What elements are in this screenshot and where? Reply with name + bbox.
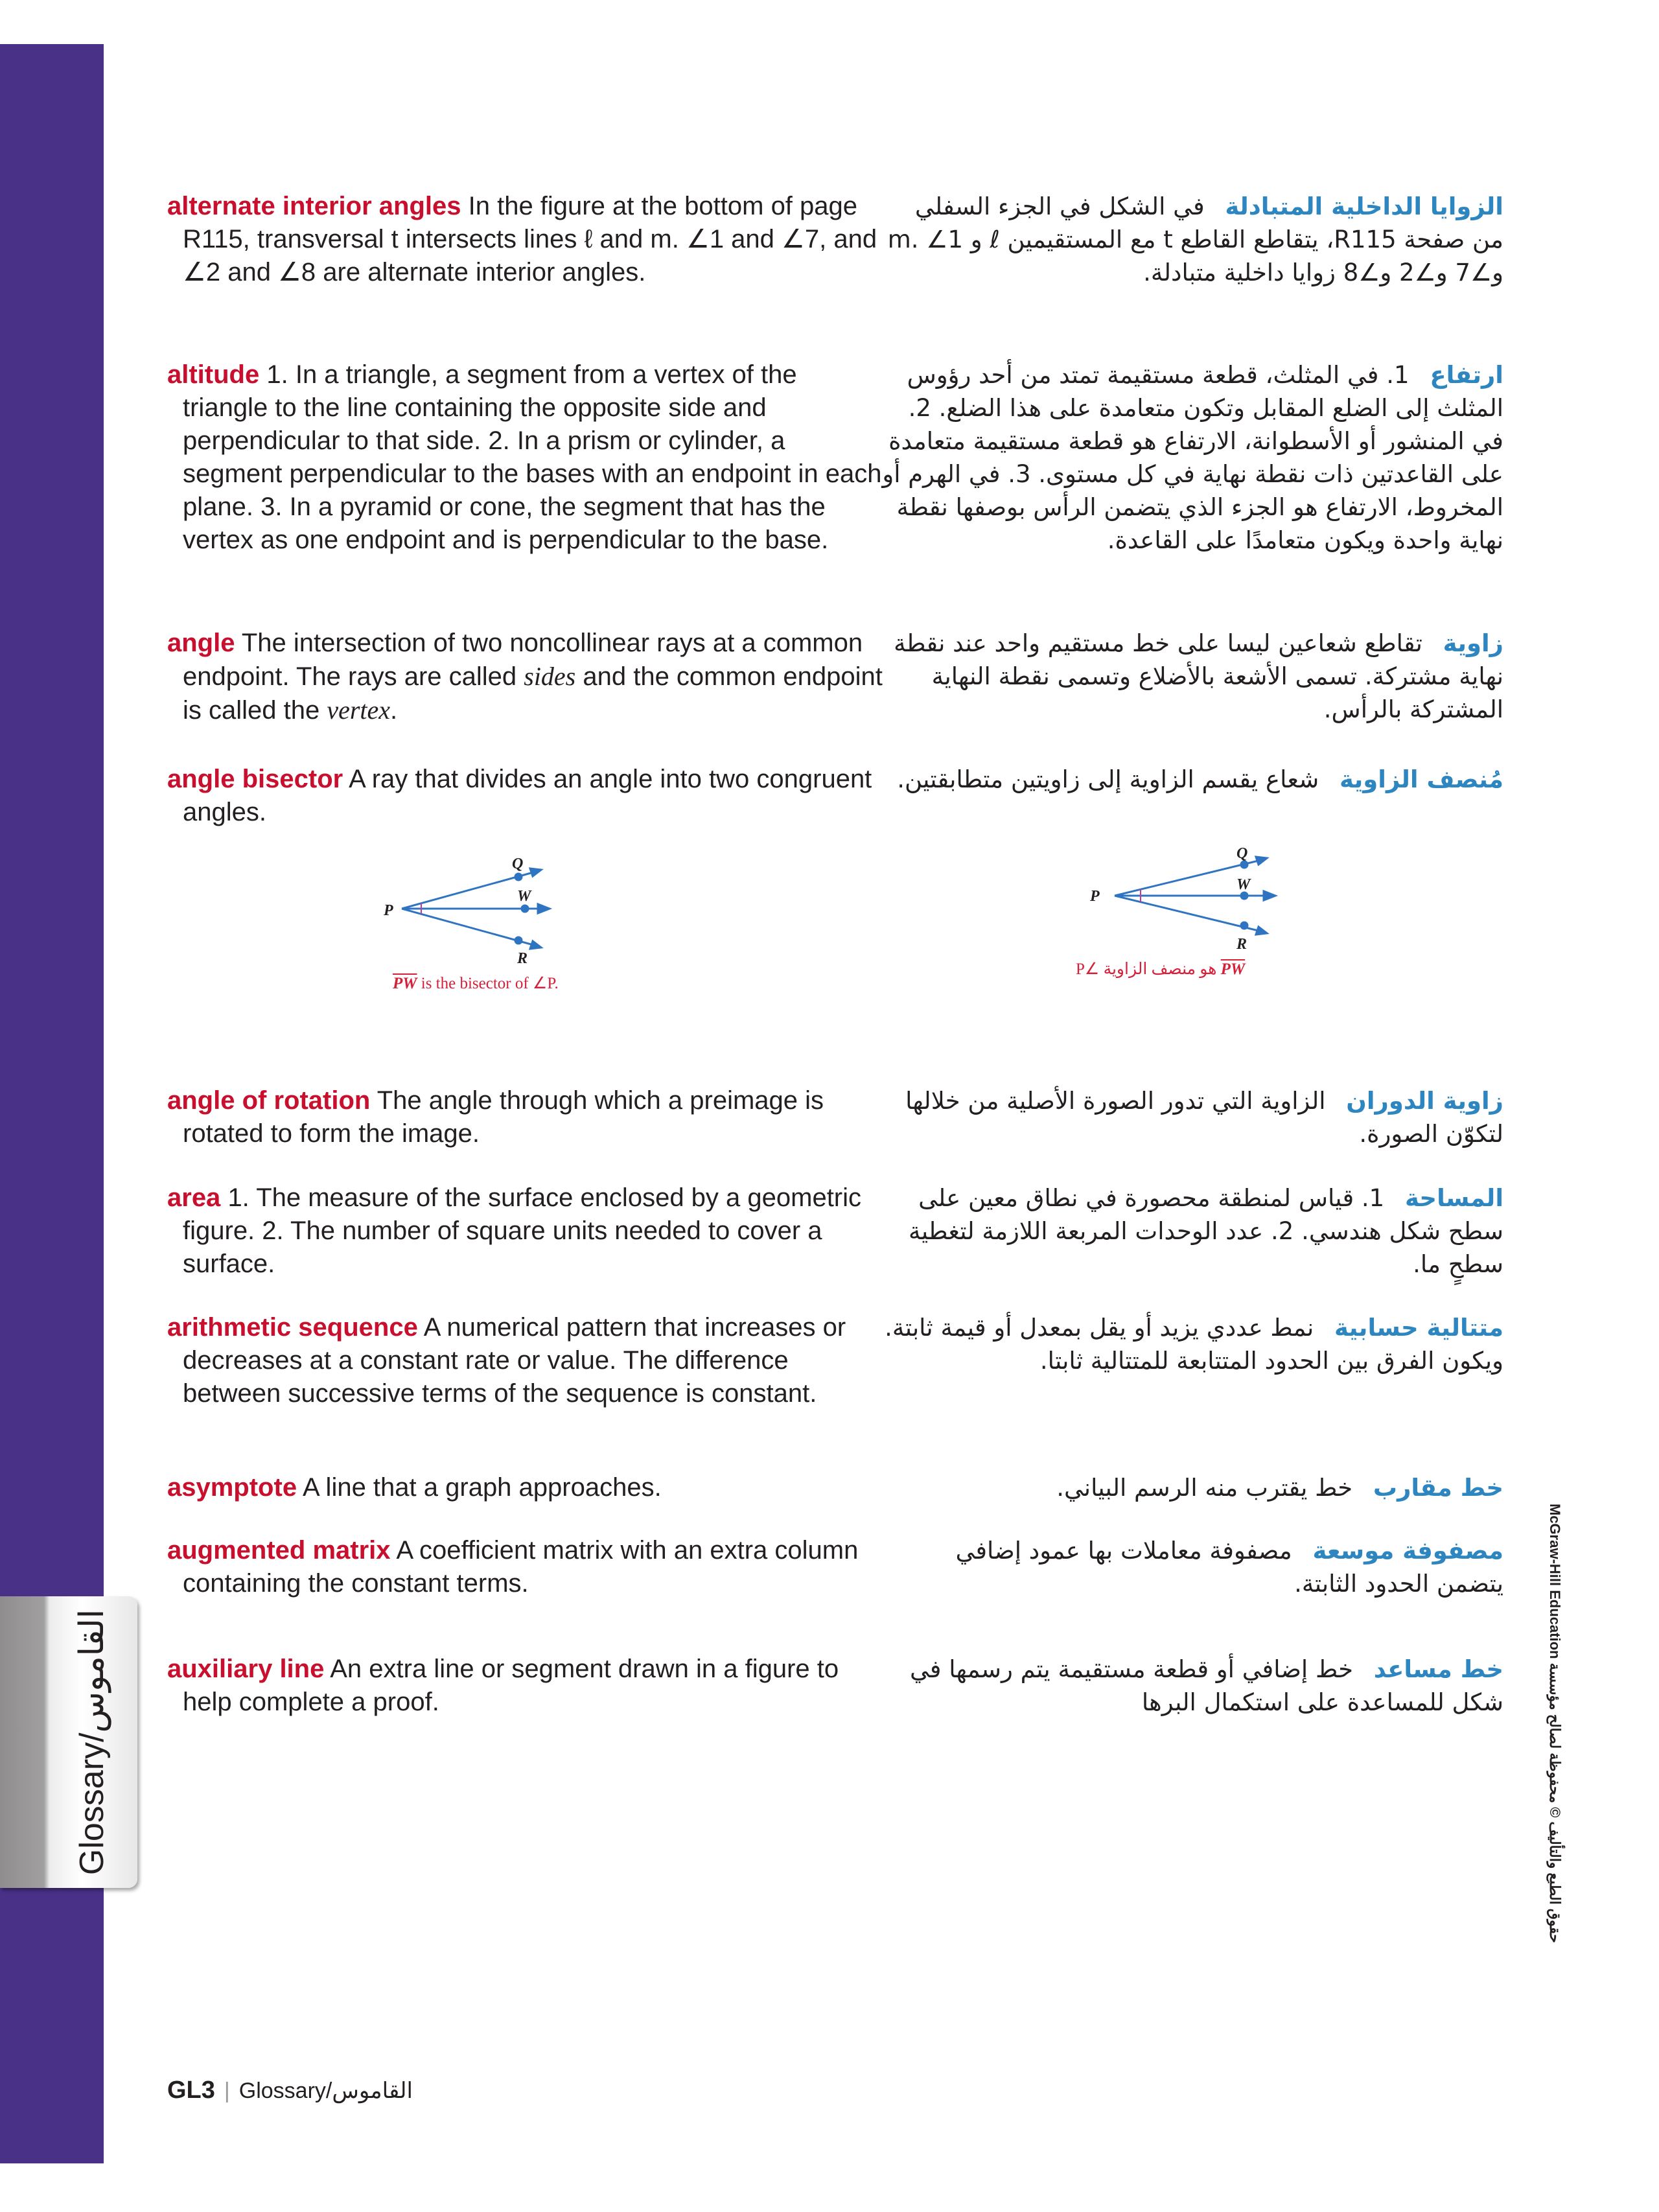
term: مُنصف الزاوية (1339, 765, 1503, 793)
svg-text:P: P (384, 902, 393, 919)
term: altitude (167, 360, 260, 389)
term: area (167, 1183, 221, 1212)
svg-text:Q: Q (512, 856, 524, 872)
term: angle of rotation (167, 1086, 371, 1115)
definition: 1. في المثلث، قطعة مستقيمة تمتد من أحد رؤوس المثلث إلى الضلع المقابل وتكون متعامدة على هذا الضلع. 2. في المنشور أو الأسطوانة، الارتفاع هو قطعة مستقيمة متعامدة على القاعدتين ذات نقطة نهاية في كل مستوى. 3. في الهرم أو المخروط، الارتفاع هو الجزء الذي يتضمن الرأس بوصفها نقطة نهاية واحدة ويكون متعامدًا على القاعدة. (882, 361, 1503, 554)
italic-term: sides (524, 662, 576, 691)
term: ارتفاع (1430, 361, 1503, 389)
term: arithmetic sequence (167, 1313, 418, 1342)
glossary-entry-en (167, 1534, 883, 1600)
copyright-notice: McGraw-Hill Education حقوق الطبع والتأليف © محفوظة لصالح مؤسسة (1547, 1504, 1563, 1944)
glossary-entry-ar (881, 1534, 1503, 1600)
definition: مصفوفة معاملات بها عمود إضافي يتضمن الحدود الثابتة. (955, 1537, 1503, 1598)
glossary-entry-en (167, 358, 883, 557)
footer-separator: | (224, 2078, 230, 2103)
glossary-entry-ar (881, 1653, 1503, 1719)
caption-text: هو منصف الزاوية ∠P (1076, 960, 1221, 978)
italic-term: vertex (327, 695, 391, 725)
page-footer (167, 2077, 413, 2104)
angle-bisector-diagram (384, 856, 609, 967)
glossary-entry-en (167, 763, 883, 829)
glossary-entry-en (167, 1182, 883, 1281)
definition: A line that a graph approaches. (302, 1473, 662, 1502)
glossary-entry-ar (881, 1471, 1503, 1504)
angle-bisector-diagram (1089, 845, 1309, 959)
ray-pw: PW (1220, 960, 1246, 978)
definition: 1. The measure of the surface enclosed by a geometric figure. 2. The number of square units needed to cover a surface. (183, 1183, 862, 1278)
figure-caption-en (393, 973, 559, 993)
term: angle (167, 629, 235, 657)
definition: نمط عددي يزيد أو يقل بمعدل أو قيمة ثابتة. ويكون الفرق بين الحدود المتتابعة للمتتالية ثابتا. (885, 1314, 1503, 1375)
glossary-entry-ar (881, 190, 1503, 289)
definition: شعاع يقسم الزاوية إلى زاويتين متطابقتين. (897, 765, 1319, 793)
glossary-entry-en (167, 1311, 883, 1410)
angle-bisector-figure-en (384, 856, 609, 967)
footer-label: Glossary/القاموس (238, 2078, 413, 2103)
ray-pw: $\overline{PW}$ (393, 975, 417, 992)
term: asymptote (167, 1473, 297, 1502)
definition: تقاطع شعاعين ليسا على خط مستقيم واحد عند نقطة نهاية مشتركة. تسمى الأشعة بالأضلاع وتسمى نقطة النهاية المشتركة بالرأس. (894, 629, 1503, 723)
definition: A coefficient matrix with an extra column containing the constant terms. (183, 1536, 859, 1598)
glossary-entry-ar (881, 1311, 1503, 1377)
definition: خط إضافي أو قطعة مستقيمة يتم رسمها في شكل للمساعدة على استكمال البرها (909, 1655, 1503, 1716)
term: augmented matrix (167, 1536, 391, 1565)
definition: The angle through which a preimage is rotated to form the image. (183, 1086, 824, 1148)
caption-text: is the bisector of ∠P. (417, 975, 559, 992)
glossary-entry-ar (881, 358, 1503, 557)
glossary-side-tab[interactable] (0, 1596, 137, 1888)
svg-text:R: R (517, 950, 528, 967)
page-number: GL3 (167, 2077, 215, 2104)
definition: The intersection of two noncollinear rays at a common endpoint. The rays are called (183, 629, 863, 691)
glossary-entry-ar (881, 1182, 1503, 1281)
glossary-entry-en (167, 1653, 883, 1719)
definition: A numerical pattern that increases or decreases at a constant rate or value. The difference between successive terms of the sequence is constant. (183, 1313, 846, 1408)
glossary-entry-ar (881, 1084, 1503, 1150)
definition: . (390, 696, 398, 725)
glossary-entry-ar (881, 763, 1503, 796)
angle-bisector-figure-ar (1089, 845, 1309, 959)
glossary-entry-ar (881, 627, 1503, 726)
definition: 1. In a triangle, a segment from a vertex of the triangle to the line containing the opposite side and perpendicular to that side. 2. In a prism or cylinder, a segment perpendicular to the bases with an endpoint in each plane. 3. In a pyramid or cone, the segment that has the vertex as one endpoint and is perpendicular to the base. (183, 360, 882, 554)
svg-text:W: W (1236, 876, 1251, 893)
definition: and the common endpoint is called the (183, 662, 883, 725)
term: الزوايا الداخلية المتبادلة (1225, 192, 1503, 220)
svg-text:R: R (1236, 936, 1247, 953)
glossary-entry-en (167, 627, 883, 727)
term: زاوية الدوران (1346, 1087, 1503, 1115)
side-tab-label: Glossary/القاموس (73, 1609, 111, 1876)
term: متتالية حسابية (1334, 1314, 1503, 1342)
term: angle bisector (167, 765, 343, 793)
term: خط مساعد (1373, 1655, 1503, 1683)
definition: في الشكل في الجزء السفلي من صفحة R115، يتقاطع القاطع t مع المستقيمين ℓ و m. ∠1 و∠7 و∠2 و∠8 زوايا داخلية متبادلة. (887, 192, 1503, 286)
glossary-entry-en (167, 1084, 883, 1150)
glossary-entry-en (167, 190, 883, 289)
definition: الزاوية التي تدور الصورة الأصلية من خلالها لتكوّن الصورة. (905, 1087, 1503, 1148)
term: المساحة (1404, 1184, 1503, 1212)
definition: A ray that divides an angle into two congruent angles. (183, 765, 872, 826)
figure-caption-ar (1076, 959, 1245, 979)
svg-text:W: W (517, 888, 531, 905)
term: مصفوفة موسعة (1312, 1537, 1503, 1565)
svg-text:P: P (1090, 888, 1100, 905)
svg-text:Q: Q (1236, 845, 1248, 862)
definition: 1. قياس لمنطقة محصورة في نطاق معين على سطح شكل هندسي. 2. عدد الوحدات المربعة اللازمة لتغطية سطحٍ ما. (909, 1184, 1503, 1278)
glossary-entry-en (167, 1471, 883, 1504)
term: auxiliary line (167, 1655, 325, 1683)
definition: In the figure at the bottom of page R115, transversal t intersects lines ℓ and m. ∠1 and ∠7, and ∠2 and ∠8 are alternate interior angles. (183, 192, 877, 286)
term: زاوية (1443, 629, 1503, 657)
term: خط مقارب (1373, 1474, 1503, 1502)
definition: An extra line or segment drawn in a figure to help complete a proof. (183, 1655, 839, 1716)
term: alternate interior angles (167, 192, 461, 220)
definition: خط يقترب منه الرسم البياني. (1056, 1474, 1353, 1502)
